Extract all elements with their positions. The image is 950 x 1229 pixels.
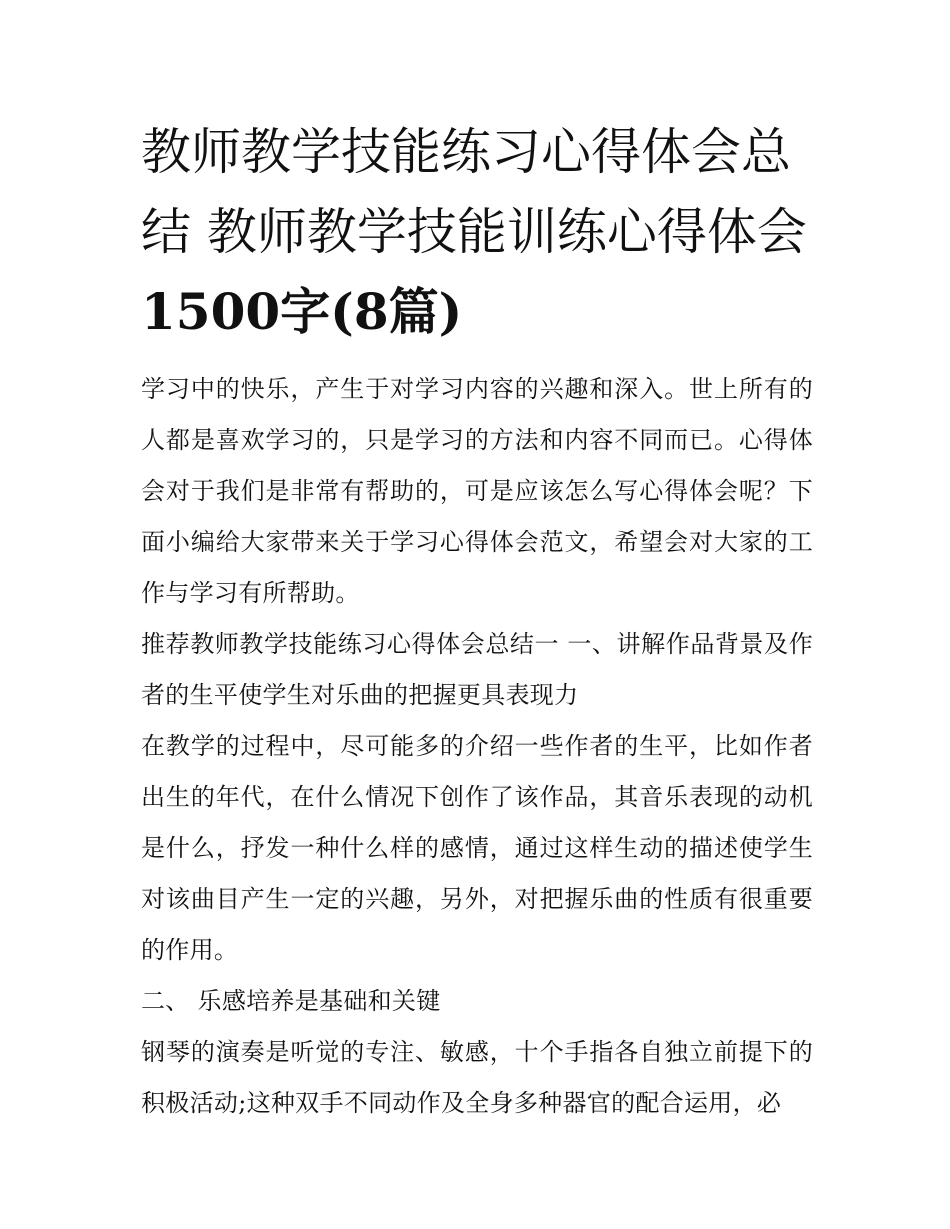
section-two-paragraph: 钢琴的演奏是听觉的专注、敏感，十个手指各自独立前提下的积极活动;这种双手不同动作及全身多种器官的配合运用，必 [141,1038,813,1117]
section-one-paragraph: 在教学的过程中，尽可能多的介绍一些作者的生平，比如作者出生的年代，在什么情况下创作了该作品，其音乐表现的动机是什么，抒发一种什么样的感情，通过这样生动的描述使学生对该曲目产生一定的兴趣，另外，对把握乐曲的性质有很重要的作用。 [141,732,813,964]
section-two-heading: 二、 乐感培养是基础和关键 [141,987,441,1015]
title-line-3: 1500字(8篇) [141,282,463,341]
section-one-heading: 推荐教师教学技能练习心得体会总结一 一、讲解作品背景及作者的生平使学生对乐曲的把握更具表现力 [141,630,813,709]
document-title [141,112,813,352]
title-line-2: 结 教师教学技能训练心得体会 [141,203,807,261]
intro-paragraph: 学习中的快乐，产生于对学习内容的兴趣和深入。世上所有的人都是喜欢学习的，只是学习的方法和内容不同而已。心得体会对于我们是非常有帮助的，可是应该怎么写心得体会呢？下面小编给大家带来关于学习心得体会范文，希望会对大家的工作与学习有所帮助。 [141,375,813,607]
title-line-1: 教师教学技能练习心得体会总 [141,123,791,181]
document-body [141,112,813,1129]
